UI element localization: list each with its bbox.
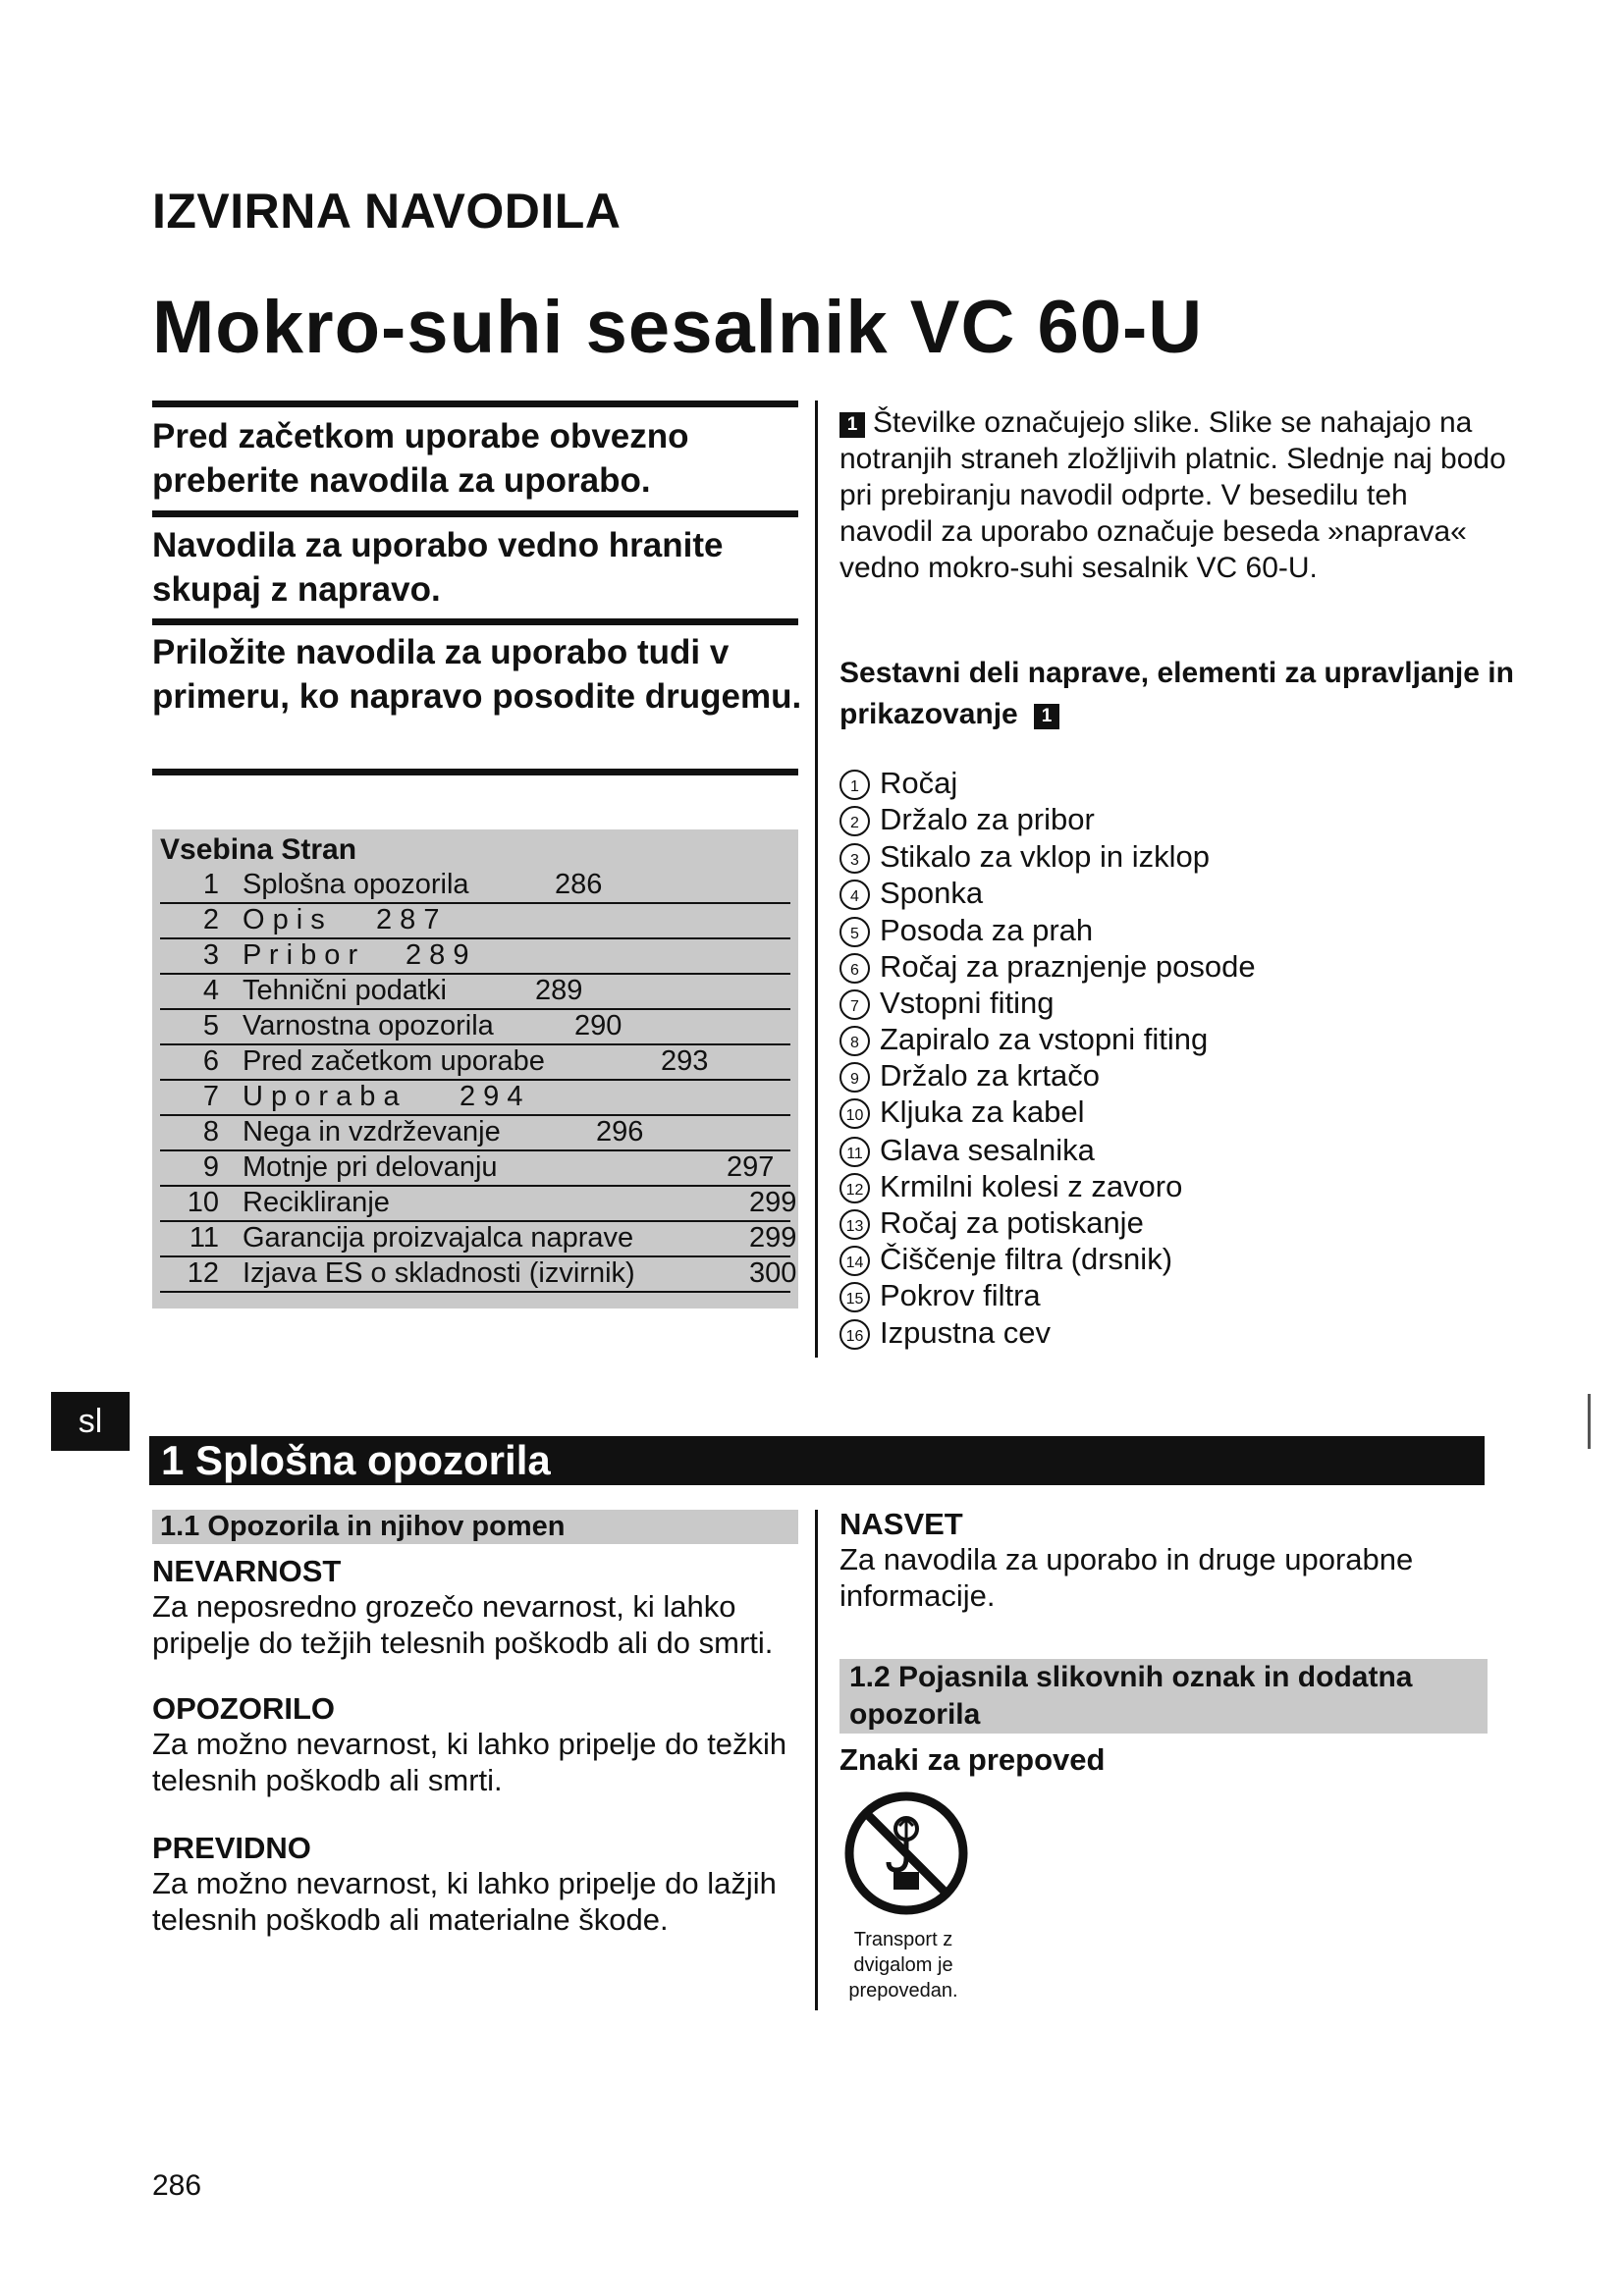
table-of-contents: [152, 829, 798, 1308]
number-circle-icon: 5: [839, 917, 870, 947]
toc-row[interactable]: [160, 1043, 790, 1081]
toc-label: Pred začetkom uporabe: [243, 1045, 545, 1077]
toc-label: Recikliranje: [243, 1187, 390, 1218]
number-circle-icon: 16: [839, 1319, 870, 1350]
list-item: [839, 1168, 1182, 1204]
list-item: [839, 801, 1095, 837]
part-label: Glava sesalnika: [880, 1133, 1095, 1167]
figure-intro: [839, 404, 1507, 586]
toc-row[interactable]: [160, 937, 790, 975]
warning-lend-manual: Priložite navodila za uporabo tudi v primeru, ko napravo posodite drugemu.: [152, 633, 802, 716]
toc-number: 2: [202, 904, 219, 935]
part-label: Čiščenje filtra (drsnik): [880, 1242, 1173, 1276]
list-item: [839, 875, 983, 911]
toc-number: 10: [187, 1187, 219, 1218]
toc-page: 293: [661, 1045, 709, 1077]
section-title: 1 Splošna opozorila: [161, 1437, 551, 1483]
sign-caption: Transport z dvigalom je prepovedan.: [848, 1929, 958, 2002]
toc-page: 2 8 7: [376, 904, 440, 935]
toc-row[interactable]: [160, 1079, 790, 1116]
list-item: [839, 1241, 1172, 1277]
number-circle-icon: 7: [839, 989, 870, 1020]
number-circle-icon: 9: [839, 1062, 870, 1093]
part-label: Sponka: [880, 876, 984, 910]
document-title: Mokro-suhi sesalnik VC 60-U: [152, 286, 1204, 369]
edge-marker: [1588, 1394, 1591, 1449]
toc-label: Nega in vzdrževanje: [243, 1116, 501, 1148]
number-circle-icon: 3: [839, 843, 870, 874]
number-circle-icon: 11: [839, 1137, 870, 1167]
toc-number: 8: [202, 1116, 219, 1148]
figure-reference-icon: 1: [1034, 704, 1059, 729]
notice-warning-text: Za možno nevarnost, ki lahko pripelje do težkih telesnih poškodb ali smrti.: [152, 1727, 787, 1797]
toc-number: 7: [202, 1081, 219, 1112]
notice-caution-text: Za možno nevarnost, ki lahko pripelje do lažjih telesnih poškodb ali materialne škode.: [152, 1866, 777, 1937]
number-circle-icon: 1: [839, 770, 870, 800]
toc-label: Motnje pri delovanju: [243, 1151, 498, 1183]
list-item: [839, 1057, 1100, 1094]
notice-tip-label: NASVET: [839, 1507, 963, 1541]
part-label: Stikalo za vklop in izklop: [880, 839, 1210, 874]
toc-row[interactable]: [160, 867, 790, 904]
notice-danger-label: NEVARNOST: [152, 1554, 342, 1588]
list-item: [839, 1277, 1041, 1313]
divider: [152, 400, 798, 407]
toc-page: 290: [574, 1010, 623, 1041]
list-item: [839, 765, 957, 801]
list-item: [839, 912, 1093, 948]
number-circle-icon: 2: [839, 806, 870, 836]
toc-label: Izjava ES o skladnosti (izvirnik): [243, 1257, 635, 1289]
toc-page: 299: [749, 1187, 797, 1218]
number-circle-icon: 15: [839, 1282, 870, 1312]
part-label: Vstopni fiting: [880, 986, 1055, 1020]
toc-page: 2 9 4: [460, 1081, 523, 1112]
toc-number: 3: [202, 939, 219, 971]
number-circle-icon: 14: [839, 1246, 870, 1276]
toc-label: O p i s: [243, 904, 325, 935]
toc-label: Tehnični podatki: [243, 975, 447, 1006]
toc-number: 12: [187, 1257, 219, 1289]
number-circle-icon: 4: [839, 880, 870, 910]
toc-label: Varnostna opozorila: [243, 1010, 494, 1041]
number-circle-icon: 13: [839, 1209, 870, 1240]
document-kicker: IZVIRNA NAVODILA: [152, 184, 622, 239]
language-tab: sl: [51, 1392, 130, 1451]
divider: [152, 769, 798, 775]
list-item: [839, 838, 1210, 875]
no-crane-lifting-icon: [842, 1789, 970, 1917]
part-label: Držalo za krtačo: [880, 1058, 1100, 1093]
notice-warning-label: OPOZORILO: [152, 1691, 335, 1726]
list-item: [839, 1132, 1095, 1168]
intro-text: Številke označujejo slike. Slike se nahajajo na notranjih straneh zložljivih platnic. Slednje naj bodo pri prebiranju navodil odprte. V besedilu teh navodil za uporabo označuje beseda »naprava« vedno mokro-suhi sesalnik VC 60-U.: [839, 406, 1506, 584]
toc-page: 286: [555, 869, 603, 900]
toc-page: 300: [749, 1257, 797, 1289]
toc-row[interactable]: [160, 1149, 790, 1187]
page-number: 286: [152, 2169, 202, 2202]
subsection-title: 1.2 Pojasnila slikovnih oznak in dodatna opozorila: [849, 1661, 1413, 1731]
notice-caution-label: PREVIDNO: [152, 1831, 311, 1865]
divider: [152, 510, 798, 517]
divider: [152, 618, 798, 625]
subsection-heading: [152, 1510, 798, 1544]
parts-heading: [839, 653, 1596, 735]
toc-number: 6: [202, 1045, 219, 1077]
toc-page: 297: [727, 1151, 775, 1183]
number-circle-icon: 6: [839, 953, 870, 984]
part-label: Ročaj: [880, 766, 958, 800]
toc-page: 296: [596, 1116, 644, 1148]
parts-heading-text: Sestavni deli naprave, elementi za upravljanje in prikazovanje: [839, 657, 1514, 730]
part-label: Pokrov filtra: [880, 1278, 1041, 1312]
toc-number: 5: [202, 1010, 219, 1041]
part-label: Ročaj za potiskanje: [880, 1205, 1144, 1240]
list-item: [839, 1021, 1208, 1057]
list-item: [839, 1314, 1051, 1351]
list-item: [839, 1094, 1085, 1130]
notice-danger-text: Za neposredno grozečo nevarnost, ki lahko pripelje do težjih telesnih poškodb ali do smrti.: [152, 1589, 774, 1660]
toc-page: 289: [535, 975, 583, 1006]
toc-number: 1: [202, 869, 219, 900]
toc-number: 9: [202, 1151, 219, 1183]
toc-row[interactable]: [160, 902, 790, 939]
toc-label: Garancija proizvajalca naprave: [243, 1222, 634, 1254]
warning-keep-manual: Navodila za uporabo vedno hranite skupaj z napravo.: [152, 526, 724, 609]
toc-row[interactable]: [160, 1255, 797, 1293]
subsection-heading: [839, 1659, 1488, 1734]
part-label: Kljuka za kabel: [880, 1095, 1085, 1129]
toc-number: 4: [202, 975, 219, 1006]
notice-tip-text: Za navodila za uporabo in druge uporabne informacije.: [839, 1542, 1414, 1613]
toc-label: U p o r a b a: [243, 1081, 400, 1112]
toc-label: P r i b o r: [243, 939, 358, 971]
toc-row[interactable]: [160, 1008, 790, 1045]
part-label: Posoda za prah: [880, 913, 1094, 947]
number-circle-icon: 8: [839, 1026, 870, 1056]
subsection-title: 1.1 Opozorila in njihov pomen: [160, 1511, 566, 1542]
prohibition-heading: Znaki za prepoved: [839, 1742, 1106, 1777]
toc-header: Vsebina Stran: [160, 833, 357, 866]
toc-page: 299: [749, 1222, 797, 1254]
list-item: [839, 948, 1256, 985]
list-item: [839, 1204, 1144, 1241]
toc-row[interactable]: [160, 1220, 797, 1257]
column-divider: [815, 400, 818, 1358]
toc-row[interactable]: [160, 1185, 797, 1222]
section-heading: [149, 1436, 1485, 1485]
part-label: Zapiralo za vstopni fiting: [880, 1022, 1209, 1056]
part-label: Krmilni kolesi z zavoro: [880, 1169, 1183, 1203]
part-label: Držalo za pribor: [880, 802, 1095, 836]
number-circle-icon: 10: [839, 1098, 870, 1129]
warning-read-manual: Pred začetkom uporabe obvezno preberite navodila za uporabo.: [152, 417, 689, 500]
toc-row[interactable]: [160, 973, 790, 1010]
part-label: Izpustna cev: [880, 1315, 1052, 1350]
toc-number: 11: [189, 1222, 219, 1254]
column-divider: [815, 1510, 818, 2010]
toc-page: 2 8 9: [406, 939, 469, 971]
figure-reference-icon: 1: [839, 412, 865, 438]
toc-label: Splošna opozorila: [243, 869, 469, 900]
list-item: [839, 985, 1055, 1021]
toc-row[interactable]: [160, 1114, 790, 1151]
number-circle-icon: 12: [839, 1173, 870, 1203]
part-label: Ročaj za praznjenje posode: [880, 949, 1256, 984]
